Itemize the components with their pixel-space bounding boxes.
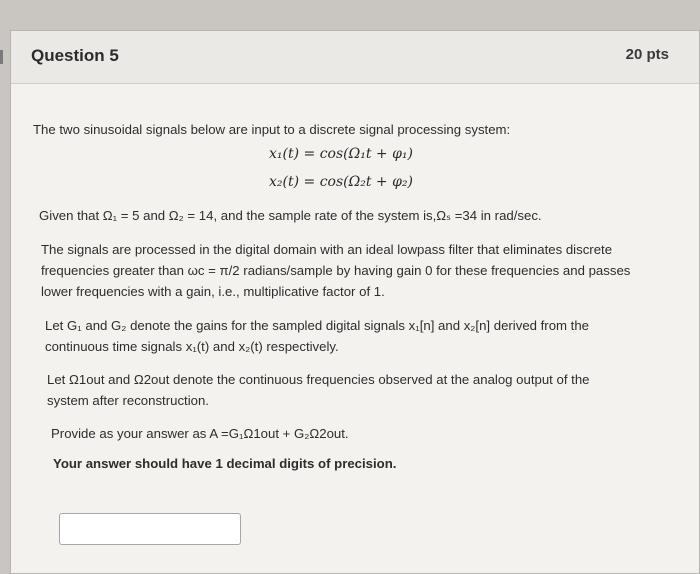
precision-text: Your answer should have 1 decimal digits of precision. [53, 456, 397, 471]
question-header [11, 31, 699, 84]
question-title: Question 5 [31, 46, 119, 65]
equation-x1: x₁(t) = cos(Ω₁t + φ₁) [269, 146, 413, 162]
paragraph-3-line-1: Let Ω1out and Ω2out denote the continuous frequencies observed at the analog output of the [47, 372, 590, 387]
intro-text: The two sinusoidal signals below are input to a discrete signal processing system: [33, 122, 511, 137]
paragraph-2-line-1: Let G₁ and G₂ denote the gains for the sampled digital signals x₁[n] and x₂[n] derived from the [45, 318, 590, 333]
paragraph-1-line-2: frequencies greater than ωc = π/2 radians/sample by having gain 0 for these frequencies and passes [41, 263, 631, 278]
paragraph-3-line-2: system after reconstruction. [47, 393, 209, 408]
left-edge-marker [0, 50, 3, 64]
equation-x2: x₂(t) = cos(Ω₂t + φ₂) [269, 174, 413, 190]
paragraph-1-line-1: The signals are processed in the digital domain with an ideal lowpass filter that eliminates discrete [41, 242, 613, 257]
given-text: Given that Ω₁ = 5 and Ω₂ = 14, and the sample rate of the system is,Ωₛ =34 in rad/sec. [39, 208, 542, 223]
answer-input[interactable] [59, 513, 241, 545]
paragraph-1-line-3: lower frequencies with a gain, i.e., multiplicative factor of 1. [41, 284, 385, 299]
question-card [10, 30, 700, 574]
question-points: 20 pts [625, 46, 669, 63]
provide-answer-text: Provide as your answer as A =G₁Ω1out + G₂Ω2out. [51, 426, 349, 441]
paragraph-2-line-2: continuous time signals x₁(t) and x₂(t) respectively. [45, 339, 339, 354]
